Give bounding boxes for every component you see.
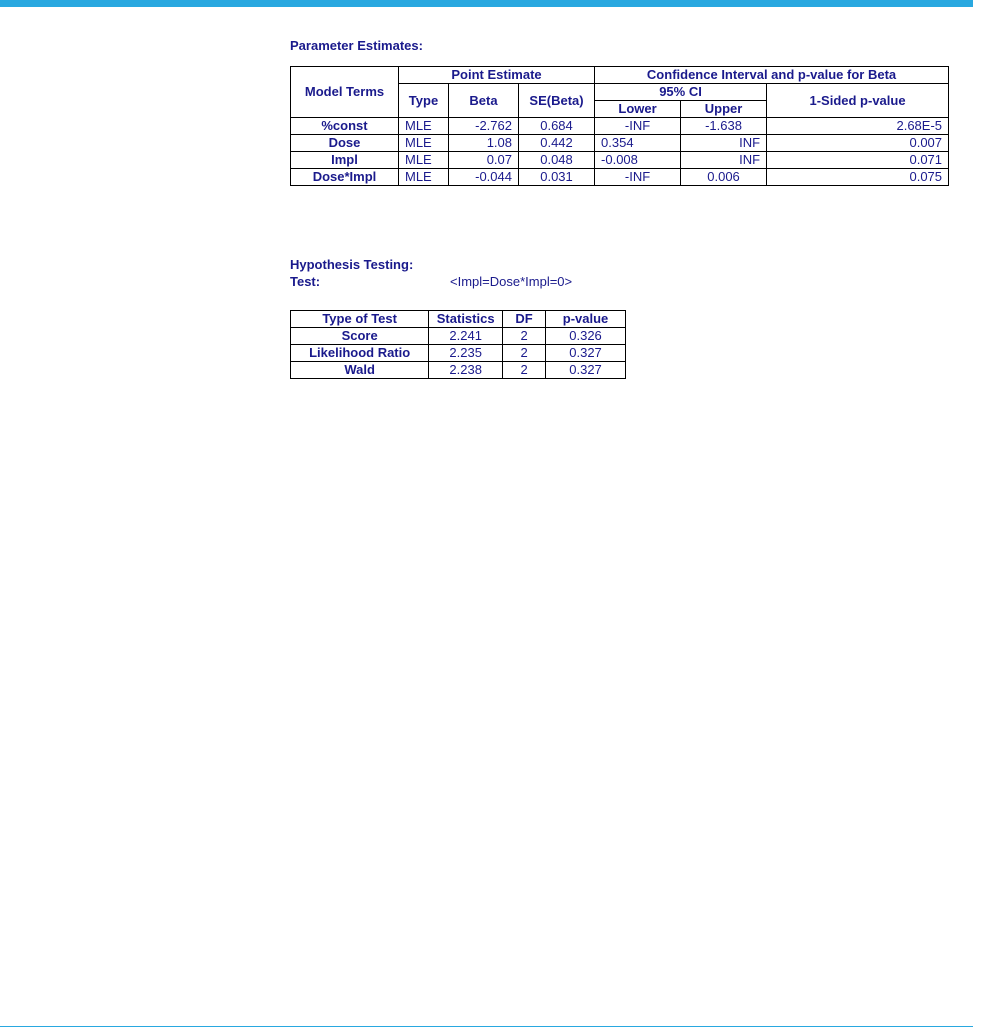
table-row: [291, 135, 949, 152]
parameter-estimates-title: Parameter Estimates:: [290, 38, 423, 53]
row-beta: -0.044: [449, 169, 519, 186]
row-upper: INF: [681, 135, 767, 152]
header-1-sided-p-value: 1-Sided p-value: [767, 84, 949, 118]
header-p-value: p-value: [546, 311, 626, 328]
header-95-ci: 95% CI: [595, 84, 767, 101]
test-p-value: 0.327: [546, 345, 626, 362]
test-statistic: 2.241: [429, 328, 503, 345]
test-label: Test:: [290, 274, 321, 289]
header-lower: Lower: [595, 101, 681, 118]
row-p-value: 0.007: [767, 135, 949, 152]
test-df: 2: [503, 345, 546, 362]
row-term: Dose*Impl: [291, 169, 399, 186]
header-row-1: [291, 67, 949, 84]
row-p-value: 0.071: [767, 152, 949, 169]
row-type: MLE: [399, 135, 449, 152]
row-type: MLE: [399, 152, 449, 169]
row-p-value: 2.68E-5: [767, 118, 949, 135]
test-p-value: 0.327: [546, 362, 626, 379]
header-df: DF: [503, 311, 546, 328]
row-type: MLE: [399, 118, 449, 135]
header-point-estimate: Point Estimate: [399, 67, 595, 84]
test-df: 2: [503, 328, 546, 345]
test-p-value: 0.326: [546, 328, 626, 345]
table-row: [291, 169, 949, 186]
bottom-divider: [0, 1026, 973, 1027]
table-row: [291, 118, 949, 135]
row-term: Impl: [291, 152, 399, 169]
row-type: MLE: [399, 169, 449, 186]
header-se-beta: SE(Beta): [519, 84, 595, 118]
row-lower: 0.354: [595, 135, 681, 152]
hypothesis-testing-title: Hypothesis Testing:: [290, 257, 414, 272]
row-lower: -INF: [595, 118, 681, 135]
table-row: [291, 362, 626, 379]
test-statistic: 2.235: [429, 345, 503, 362]
test-statistic: 2.238: [429, 362, 503, 379]
hypothesis-header-row: [291, 311, 626, 328]
header-statistics: Statistics: [429, 311, 503, 328]
header-beta: Beta: [449, 84, 519, 118]
table-row: [291, 328, 626, 345]
row-term: %const: [291, 118, 399, 135]
top-accent-bar: [0, 0, 973, 7]
row-beta: 0.07: [449, 152, 519, 169]
row-upper: -1.638: [681, 118, 767, 135]
test-df: 2: [503, 362, 546, 379]
test-spec: [290, 274, 690, 290]
header-ci-group: Confidence Interval and p-value for Beta: [595, 67, 949, 84]
test-value: <Impl=Dose*Impl=0>: [450, 274, 573, 289]
row-se: 0.031: [519, 169, 595, 186]
header-upper: Upper: [681, 101, 767, 118]
row-beta: 1.08: [449, 135, 519, 152]
row-upper: INF: [681, 152, 767, 169]
test-name: Wald: [291, 362, 429, 379]
header-type-of-test: Type of Test: [291, 311, 429, 328]
test-name: Likelihood Ratio: [291, 345, 429, 362]
row-term: Dose: [291, 135, 399, 152]
row-se: 0.684: [519, 118, 595, 135]
row-lower: -INF: [595, 169, 681, 186]
parameter-estimates-table: [290, 66, 949, 186]
header-model-terms: Model Terms: [291, 67, 399, 118]
row-beta: -2.762: [449, 118, 519, 135]
table-row: [291, 152, 949, 169]
row-p-value: 0.075: [767, 169, 949, 186]
row-lower: -0.008: [595, 152, 681, 169]
hypothesis-testing-table: [290, 310, 626, 379]
row-upper: 0.006: [681, 169, 767, 186]
row-se: 0.442: [519, 135, 595, 152]
table-row: [291, 345, 626, 362]
test-name: Score: [291, 328, 429, 345]
header-type: Type: [399, 84, 449, 118]
row-se: 0.048: [519, 152, 595, 169]
